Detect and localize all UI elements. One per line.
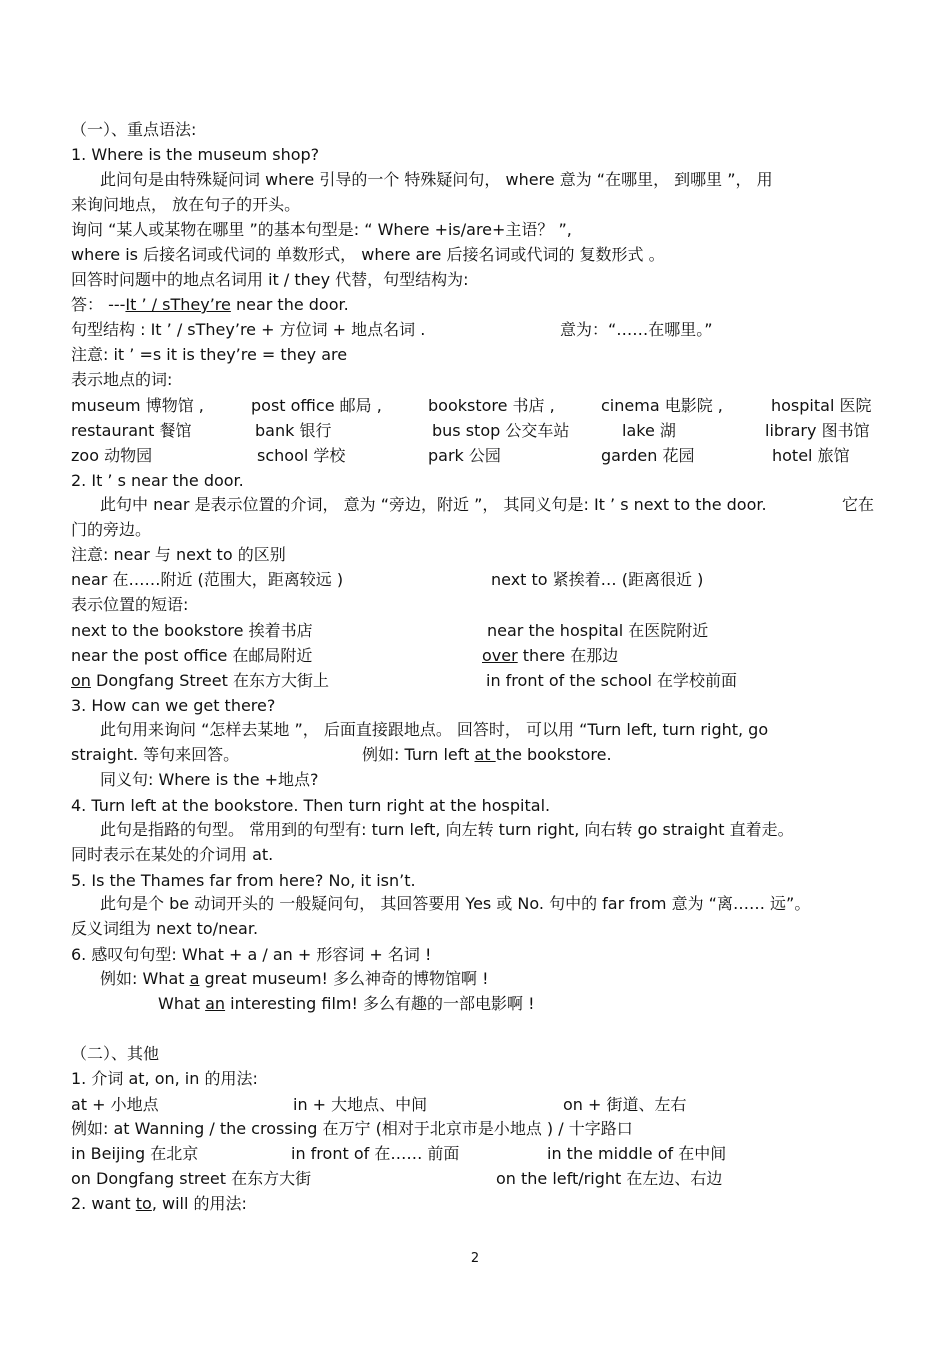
item-3-title: 3. How can we get there? bbox=[71, 696, 276, 715]
place-word: school 学校 bbox=[257, 446, 346, 465]
item-1-answer-line bbox=[71, 295, 881, 315]
item-2-note: 注意: near 与 next to 的区别 bbox=[71, 545, 286, 564]
phrase-rest: there 在那边 bbox=[517, 646, 619, 665]
in-rule: in + 大地点、中间 bbox=[293, 1095, 428, 1114]
place-word: museum 博物馆 , bbox=[71, 396, 204, 415]
item-prefix: 2. want bbox=[71, 1194, 136, 1213]
near-definition: near 在……附近 (范围大，距离较远 ) bbox=[71, 570, 344, 589]
prep-example: in the middle of 在中间 bbox=[547, 1144, 727, 1163]
phrase-rest: Dongfang Street 在东方大街上 bbox=[90, 671, 329, 690]
item-6-title: 6. 感叹句句型: What + a / an + 形容词 + 名词 ! bbox=[71, 945, 432, 964]
item-2-title: 2. It ’ s near the door. bbox=[71, 471, 244, 490]
item-5-explanation: 此句是个 be 动词开头的 一般疑问句， 其回答要用 Yes 或 No. 句中的 far from 意为 “离…… 远”。 bbox=[100, 894, 811, 913]
item-5-explanation-cont: 反义词组为 next to/near. bbox=[71, 919, 259, 938]
place-word: restaurant 餐馆 bbox=[71, 421, 192, 440]
item-suffix: , will 的用法: bbox=[151, 1194, 247, 1213]
page-number: 2 bbox=[470, 1251, 480, 1266]
section-2-heading: （二）、其他 bbox=[71, 1044, 160, 1063]
next-to-definition: next to 紧挨着… (距离很近 ) bbox=[491, 570, 704, 589]
prep-example: in front of 在…… 前面 bbox=[291, 1144, 460, 1163]
item-1-explanation: 此问句是由特殊疑问词 where 引导的一个 特殊疑问句， where 意为 “在哪里， 到哪里 ”， 用 bbox=[100, 170, 773, 189]
example-suffix: interesting film! 多么有趣的一部电影啊 ! bbox=[225, 994, 535, 1013]
example-underlined: an bbox=[205, 994, 226, 1013]
example-prefix: 例如: What bbox=[100, 969, 190, 988]
phrase bbox=[71, 671, 329, 691]
item-underlined: to bbox=[135, 1194, 152, 1213]
item-2-explanation-cont: 门的旁边。 bbox=[71, 520, 152, 539]
prep-example: on Dongfang street 在东方大街 bbox=[71, 1169, 312, 1188]
item-6-example-1 bbox=[100, 969, 880, 989]
place-word: garden 花园 bbox=[601, 446, 695, 465]
phrase-underlined: on bbox=[71, 671, 91, 690]
place-word: cinema 电影院 , bbox=[601, 396, 723, 415]
item-3-explanation-cont: straight. 等句来回答。 bbox=[71, 745, 240, 764]
place-word: bus stop 公交车站 bbox=[432, 421, 570, 440]
place-word: park 公园 bbox=[428, 446, 501, 465]
item-3-example bbox=[362, 745, 612, 765]
item-1-explanation-cont: 来询问地点， 放在句子的开头。 bbox=[71, 195, 301, 214]
example-suffix: the bookstore. bbox=[495, 745, 612, 764]
section-1-heading: （一）、重点语法: bbox=[71, 120, 197, 139]
section-2-item-2-title bbox=[71, 1194, 881, 1214]
place-word: lake 湖 bbox=[622, 421, 676, 440]
phrase: in front of the school 在学校前面 bbox=[486, 671, 738, 690]
phrase: next to the bookstore 挨着书店 bbox=[71, 621, 313, 640]
place-word: hotel 旅馆 bbox=[772, 446, 850, 465]
item-1-structure-meaning: 意为：“……在哪里。” bbox=[560, 320, 713, 339]
item-4-explanation: 此句是指路的句型。 常用到的句型有: turn left, 向左转 turn right, 向右转 go straight 直着走。 bbox=[100, 820, 794, 839]
prep-example: in Beijing 在北京 bbox=[71, 1144, 199, 1163]
item-2-explanation-tail: 它在 bbox=[842, 495, 875, 514]
item-4-title: 4. Turn left at the bookstore. Then turn right at the hospital. bbox=[71, 796, 551, 815]
answer-suffix: near the door. bbox=[230, 295, 349, 314]
phrase: near the post office 在邮局附近 bbox=[71, 646, 313, 665]
places-intro: 表示地点的词: bbox=[71, 370, 173, 389]
item-3-synonym: 同义句: Where is the +地点? bbox=[100, 770, 319, 789]
section-2-item-1-title: 1. 介词 at, on, in 的用法: bbox=[71, 1069, 258, 1088]
answer-prefix: 答： --- bbox=[71, 295, 126, 314]
place-word: library 图书馆 bbox=[765, 421, 870, 440]
example-suffix: great museum! 多么神奇的博物馆啊 ! bbox=[199, 969, 489, 988]
item-4-explanation-cont: 同时表示在某处的介词用 at. bbox=[71, 845, 274, 864]
answer-underlined: It ’ / sThey’re bbox=[125, 295, 231, 314]
item-1-structure: 句型结构 : It ’ / sThey’re + 方位词 + 地点名词 . bbox=[71, 320, 426, 339]
phrases-intro: 表示位置的短语: bbox=[71, 595, 189, 614]
example-underlined: at bbox=[474, 745, 496, 764]
item-1-is-are-rule: where is 后接名词或代词的 单数形式， where are 后接名词或代词的 复数形式 。 bbox=[71, 245, 665, 264]
item-1-question-pattern: 询问 “某人或某物在哪里 ”的基本句型是: “ Where +is/are+主语？ ”, bbox=[71, 220, 572, 239]
example-underlined: a bbox=[189, 969, 200, 988]
phrase-underlined: over bbox=[482, 646, 518, 665]
at-rule: at + 小地点 bbox=[71, 1095, 159, 1114]
prep-example: on the left/right 在左边、右边 bbox=[496, 1169, 723, 1188]
item-5-title: 5. Is the Thames far from here? No, it isn’t. bbox=[71, 871, 416, 890]
on-rule: on + 街道、左右 bbox=[563, 1095, 687, 1114]
item-6-example-2 bbox=[158, 994, 878, 1014]
item-1-title: 1. Where is the museum shop? bbox=[71, 145, 320, 164]
item-2-explanation: 此句中 near 是表示位置的介词， 意为 “旁边，附近 ”， 其同义句是: It ’ s next to the door. bbox=[100, 495, 767, 514]
section-2-example: 例如: at Wanning / the crossing 在万宁 (相对于北京市是小地点 ) / 十字路口 bbox=[71, 1119, 633, 1138]
item-3-explanation: 此句用来询问 “怎样去某地 ”， 后面直接跟地点。 回答时， 可以用 “Turn left, turn right, go bbox=[100, 720, 769, 739]
place-word: hospital 医院 bbox=[771, 396, 872, 415]
example-prefix: 例如: Turn left bbox=[362, 745, 475, 764]
item-1-answer-intro: 回答时问题中的地点名词用 it / they 代替，句型结构为: bbox=[71, 270, 469, 289]
example-prefix: What bbox=[158, 994, 206, 1013]
place-word: bank 银行 bbox=[255, 421, 332, 440]
item-1-note: 注意: it ’ =s it is they’re = they are bbox=[71, 345, 348, 364]
place-word: zoo 动物园 bbox=[71, 446, 153, 465]
phrase bbox=[482, 646, 618, 666]
phrase: near the hospital 在医院附近 bbox=[487, 621, 709, 640]
place-word: post office 邮局 , bbox=[251, 396, 382, 415]
place-word: bookstore 书店 , bbox=[428, 396, 555, 415]
